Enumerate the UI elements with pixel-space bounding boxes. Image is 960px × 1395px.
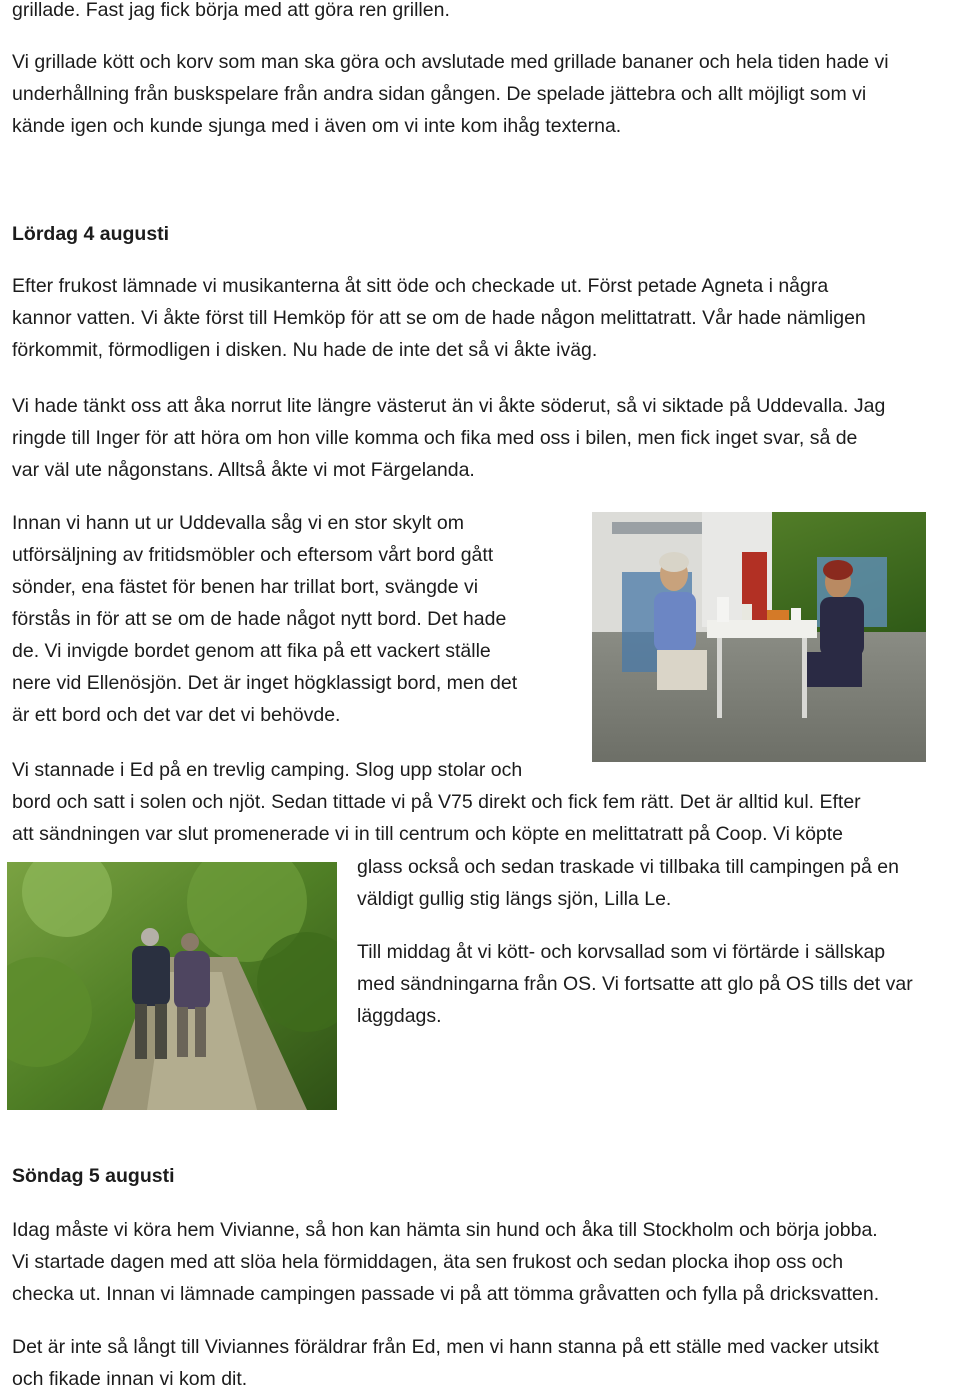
paragraph-uddevalla <box>12 390 885 486</box>
text-line: Idag måste vi köra hem Vivianne, så hon kan hämta sin hund och åka till Stockholm och börja jobba. <box>12 1219 878 1241</box>
text-line: är ett bord och det var det vi behövde. <box>12 704 341 726</box>
text-line: väldigt gullig stig längs sjön, Lilla Le. <box>357 888 672 910</box>
paragraph-camping-ed-continued <box>357 851 899 915</box>
text-line: grillade. Fast jag fick börja med att göra ren grillen. <box>12 0 450 21</box>
text-line: kände igen och kunde sjunga med i även om vi inte kom ihåg texterna. <box>12 115 622 137</box>
photo-forest-path-image <box>7 862 337 1110</box>
text-line: förkommit, förmodligen i disken. Nu hade de inte det så vi åkte iväg. <box>12 339 598 361</box>
text-line: ringde till Inger för att höra om hon ville komma och fika med oss i bilen, men fick inget svar, så de <box>12 427 858 449</box>
photo-camping-table <box>592 512 926 762</box>
text-line: att sändningen var slut promenerade vi in till centrum och köpte en melittatratt på Coop. Vi köpte <box>12 823 844 845</box>
text-line: glass också och sedan traskade vi tillbaka till campingen på en <box>357 856 899 878</box>
text-line: bord och satt i solen och njöt. Sedan tittade vi på V75 direkt och fick fem rätt. Det är alltid kul. Efter <box>12 791 861 813</box>
heading-sunday: Söndag 5 augusti <box>12 1165 175 1187</box>
text-line: Vi stannade i Ed på en trevlig camping. Slog upp stolar och <box>12 759 523 781</box>
paragraph-table-purchase <box>12 507 517 731</box>
heading-saturday: Lördag 4 augusti <box>12 223 170 245</box>
text-line: Vi grillade kött och korv som man ska göra och avslutade med grillade bananer och hela tiden hade vi <box>12 51 889 73</box>
text-line: med sändningarna från OS. Vi fortsatte att glo på OS tills det var <box>357 973 913 995</box>
text-line: Vi startade dagen med att slöa hela förmiddagen, äta sen frukost och sedan plocka ihop oss och <box>12 1251 844 1273</box>
photo-camping-table-image <box>592 512 926 762</box>
photo-forest-path <box>7 862 337 1110</box>
paragraph-camping-ed <box>12 754 861 850</box>
paragraph-drive-home <box>12 1214 879 1310</box>
paragraph-grilling <box>12 46 889 142</box>
paragraph-breakfast <box>12 270 866 366</box>
text-line: nere vid Ellenösjön. Det är inget högklassigt bord, men det <box>12 672 518 694</box>
paragraph-dinner <box>357 936 913 1032</box>
text-line: Efter frukost lämnade vi musikanterna åt sitt öde och checkade ut. Först petade Agneta i några <box>12 275 829 297</box>
text-line: Till middag åt vi kött- och korvsallad som vi förtärde i sällskap <box>357 941 886 963</box>
text-line: kannor vatten. Vi åkte först till Hemköp för att se om de hade någon melittatratt. Vår hade nämligen <box>12 307 866 329</box>
text-line: och fikade innan vi kom dit. <box>12 1368 248 1390</box>
text-line: var väl ute någonstans. Alltså åkte vi mot Färgelanda. <box>12 459 475 481</box>
text-line: sönder, ena fästet för benen har trillat bort, svängde vi <box>12 576 479 598</box>
text-line: läggdags. <box>357 1005 442 1027</box>
paragraph-grill-cleaning <box>12 0 450 26</box>
text-line: Vi hade tänkt oss att åka norrut lite längre västerut än vi åkte söderut, så vi siktade på Uddevalla. Jag <box>12 395 886 417</box>
paragraph-viviannes-parents <box>12 1331 879 1395</box>
text-line: underhållning från buskspelare från andra sidan gången. De spelade jättebra och allt möjligt som vi <box>12 83 867 105</box>
text-line: checka ut. Innan vi lämnade campingen passade vi på att tömma gråvatten och fylla på dricksvatten. <box>12 1283 880 1305</box>
text-line: Innan vi hann ut ur Uddevalla såg vi en stor skylt om <box>12 512 464 534</box>
text-line: utförsäljning av fritidsmöbler och eftersom vårt bord gått <box>12 544 494 566</box>
text-line: Det är inte så långt till Viviannes föräldrar från Ed, men vi hann stanna på ett ställe med vacker utsikt <box>12 1336 879 1358</box>
text-line: de. Vi invigde bordet genom att fika på ett vackert ställe <box>12 640 491 662</box>
text-line: förstås in för att se om de hade något nytt bord. Det hade <box>12 608 507 630</box>
